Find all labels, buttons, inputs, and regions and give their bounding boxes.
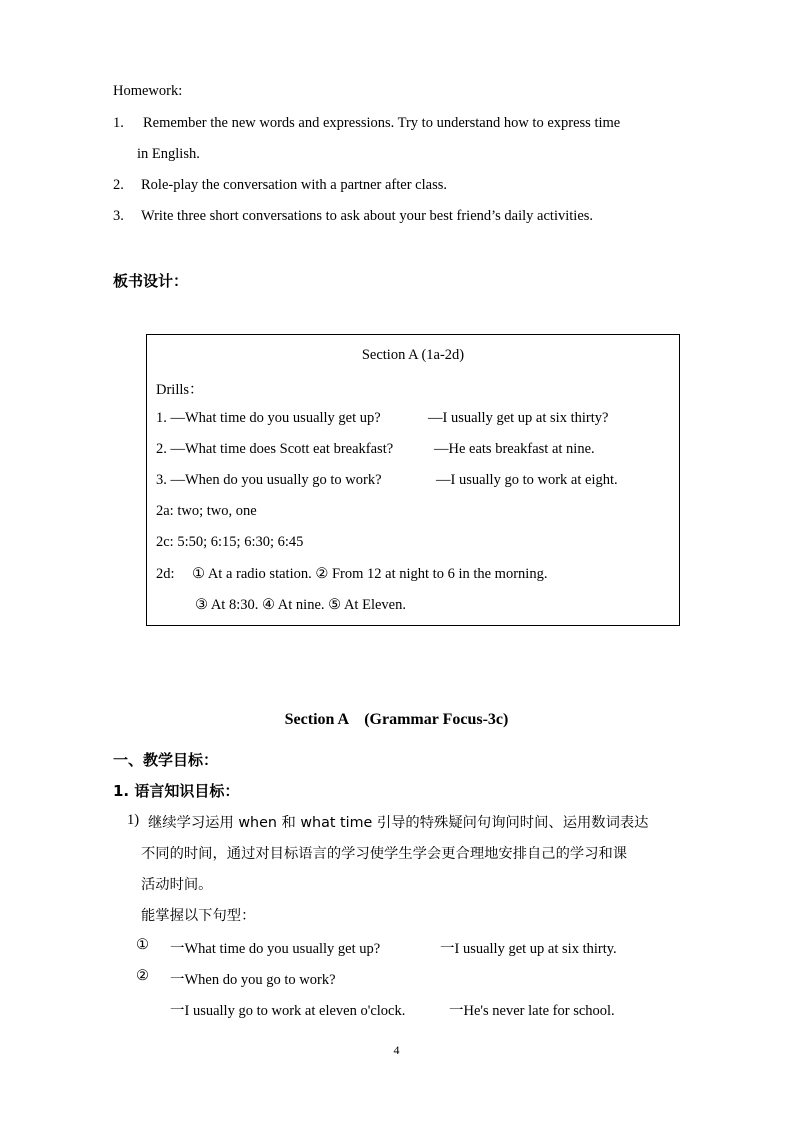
homework-item-3-line-1: Write three short conversations to ask about your best friend’s daily activities. [141, 208, 594, 224]
page-number: 4 [393, 1043, 400, 1057]
answers-2c: 2c: 5:50; 6:15; 6:30; 6:45 [156, 534, 304, 550]
answers-2a: 2a: two; two, one [156, 503, 257, 519]
drill-1-question: 1. —What time do you usually get up? [156, 410, 381, 426]
drill-2-answer: —He eats breakfast at nine. [434, 441, 595, 457]
answers-2d-line-1: ① At a radio station. ② From 12 at night to 6 in the morning. [192, 566, 548, 582]
board-box-title: Section A (1a-2d) [361, 347, 465, 363]
teaching-goals-heading: 一、教学目标： [113, 751, 219, 769]
homework-title: Homework: [113, 83, 183, 99]
section-title: Section A (Grammar Focus-3c) [284, 711, 509, 728]
pattern-2-question: 一When do you go to work? [170, 972, 336, 988]
homework-item-2-line-1: Role-play the conversation with a partner after class. [141, 177, 447, 193]
homework-item-1-line-2: in English. [137, 146, 200, 162]
drills-label: Drills： [156, 382, 204, 398]
paragraph-line-2: 不同的时间，通过对目标语言的学习使学生学会更合理地安排自己的学习和课 [141, 846, 628, 862]
drill-3-answer: —I usually go to work at eight. [436, 472, 618, 488]
homework-item-2-num: 2. [113, 177, 124, 193]
drill-3-question: 3. —When do you usually go to work? [156, 472, 382, 488]
language-knowledge-heading: 1. 语言知识目标： [113, 782, 240, 800]
answers-2d-label: 2d: [156, 566, 175, 582]
pattern-2-extra-answer: 一He's never late for school. [449, 1003, 615, 1019]
homework-item-1-num: 1. [113, 115, 124, 131]
homework-item-3-num: 3. [113, 208, 124, 224]
pattern-1-question: 一What time do you usually get up? [170, 941, 381, 957]
paragraph-number: 1) [127, 812, 140, 828]
board-box [146, 334, 680, 626]
pattern-1-number: ① [136, 937, 149, 953]
drill-2-question: 2. —What time does Scott eat breakfast? [156, 441, 394, 457]
paragraph-line-3: 活动时间。 [141, 877, 213, 893]
paragraph-line-1: 继续学习运用 when 和 what time 引导的特殊疑问句询问时间、运用数词表达 [148, 815, 649, 831]
drill-1-answer: —I usually get up at six thirty? [428, 410, 609, 426]
pattern-1-answer: 一I usually get up at six thirty. [440, 941, 617, 957]
pattern-2-extra-question: 一I usually go to work at eleven o'clock. [170, 1003, 406, 1019]
pattern-2-number: ② [136, 968, 149, 984]
patterns-label: 能掌握以下句型： [141, 908, 256, 924]
homework-item-1-line-1: Remember the new words and expressions. Try to understand how to express time [143, 115, 621, 131]
board-heading: 板书设计： [113, 272, 189, 290]
answers-2d-line-2: ③ At 8:30. ④ At nine. ⑤ At Eleven. [195, 597, 406, 613]
